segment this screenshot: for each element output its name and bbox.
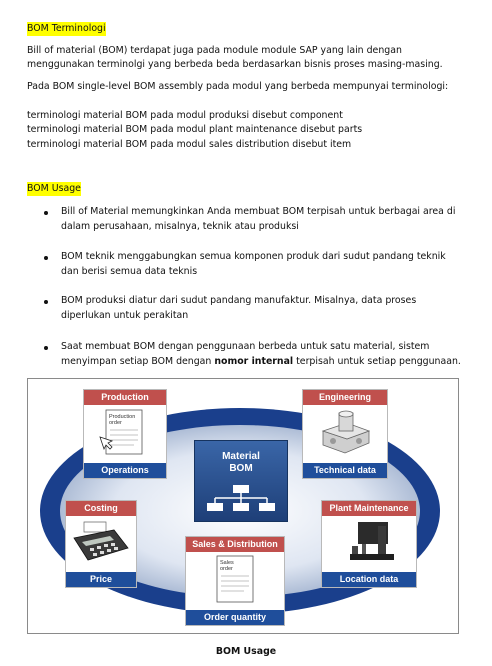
heading-bom-terminologi: BOM Terminologi [27,23,106,34]
heading-bom-usage: BOM Usage [27,183,81,194]
machine-icon [322,516,416,572]
card-footer: Order quantity [186,610,284,625]
hierarchy-icon [195,441,287,521]
sales-order-icon [186,552,284,610]
card-header: Plant Maintenance [322,501,416,516]
card-header: Production [84,390,166,405]
term-line: terminologi material BOM pada modul produksi disebut component [27,110,343,121]
bullet-text: BOM teknik menggabungkan semua komponen produk dari sudut pandang teknik [61,251,446,262]
bullet-text: dalam perusahaan, misalnya, teknik atau produksi [61,221,299,232]
bullet-text-part: terpisah untuk setiap penggunaan. [293,356,461,367]
figure-caption: BOM Usage [215,646,277,657]
card-footer: Operations [84,463,166,478]
bom-usage-diagram [27,378,459,634]
bullet-text-part: menyimpan setiap BOM dengan [61,356,215,367]
paragraph-line: Pada BOM single-level BOM assembly pada modul yang berbeda mempunyai terminologi: [27,81,449,92]
doc-label: Production [109,414,136,420]
card-footer: Technical data [303,463,387,478]
center-title-line: BOM [229,463,253,474]
card-header: Sales & Distribution [186,537,284,552]
material-bom-box [194,440,288,522]
bullet-dot [44,346,48,350]
card-header: Costing [66,501,136,516]
doc-label: order [109,420,122,426]
production-order-icon [84,405,166,463]
bullet-text: diperlukan untuk perakitan [61,310,189,321]
card-header: Engineering [303,390,387,405]
doc-label: order [220,566,233,572]
card-production [83,389,167,479]
bullet-text: Bill of Material memungkinkan Anda membuat BOM terpisah untuk berbagai area di [61,206,456,217]
bullet-text: Saat membuat BOM dengan penggunaan berbeda untuk satu material, sistem [61,341,430,352]
card-costing [65,500,137,588]
doc-label: Sales [220,560,234,566]
calculator-icon [66,516,136,572]
paragraph-line: menggunakan terminolgi yang berbeda beda berdasarkan bisnis proses masing-masing. [27,59,443,70]
card-plant-maintenance [321,500,417,588]
bullet-dot [44,211,48,215]
bullet-text-bold: nomor internal [214,356,294,367]
term-line: terminologi material BOM pada modul sales distribution disebut item [27,139,352,150]
bullet-dot [44,256,48,260]
card-footer: Location data [322,572,416,587]
card-sales-distribution [185,536,285,626]
card-footer: Price [66,572,136,587]
paragraph-line: Bill of material (BOM) terdapat juga pada module module SAP yang lain dengan [27,45,402,56]
term-line: terminologi material BOM pada modul plant maintenance disebut parts [27,124,363,135]
bullet-text: dan berisi semua data teknis [61,266,198,277]
bullet-dot [44,300,48,304]
engineering-part-icon [303,405,387,463]
bullet-text-mixed [61,355,461,369]
center-title-line: Material [222,451,260,462]
bullet-text: BOM produksi diatur dari sudut pandang manufaktur. Misalnya, data proses [61,295,417,306]
card-engineering [302,389,388,479]
